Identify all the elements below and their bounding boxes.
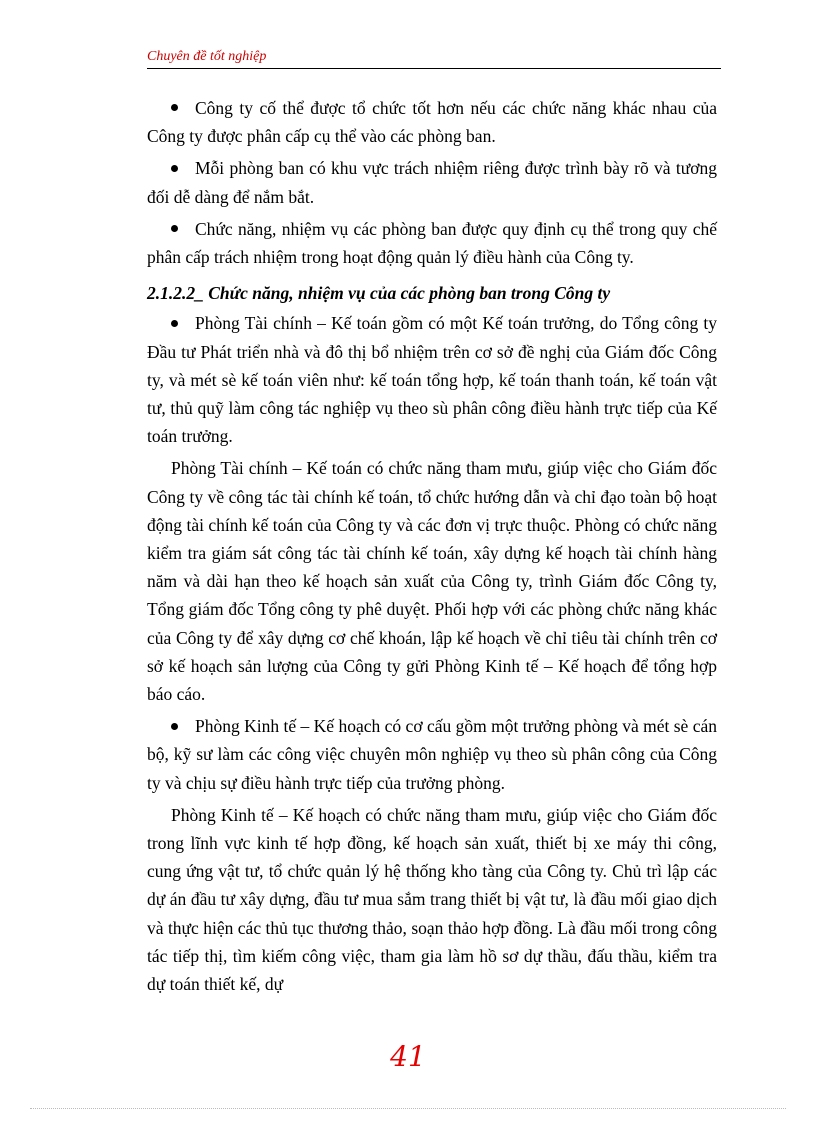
section-heading: 2.1.2.2_ Chức năng, nhiệm vụ của các phòng ban trong Công ty: [147, 283, 611, 304]
page-header-title: Chuyên đề tốt nghiệp: [147, 49, 267, 64]
body-paragraph: Phòng Tài chính – Kế toán có chức năng tham mưu, giúp việc cho Giám đốc Công ty về công tác tài chính kế toán, tổ chức hướng dẫn và chỉ đạo toàn bộ hoạt động tài chính kế toán của Công ty và các đơn vị trực thuộc. Phòng có chức năng kiểm tra giám sát công tác tài chính kế toán, xây dựng kế hoạch tài chính hàng năm và dài hạn theo kế hoạch sản xuất của Công ty, trình Giám đốc Công ty, Tổng giám đốc Tổng công ty phê duyệt. Phối hợp với các phòng chức năng khác của Công ty để xây dựng cơ chế khoán, lập kế hoạch về chỉ tiêu tài chính trên cơ sở kế hoạch sản lượng của Công ty gửi Phòng Kinh tế – Kế hoạch để tổng hợp báo cáo.: [147, 458, 717, 705]
bullet-text: Công ty cố thể được tổ chức tốt hơn nếu các chức năng khác nhau của Công ty được phân cấp cụ thể vào các phòng ban.: [147, 98, 717, 147]
bullet-dot-icon: [171, 320, 178, 327]
header-divider: [147, 68, 721, 69]
bullet-dot-icon: [171, 165, 178, 172]
document-body: [147, 94, 717, 998]
body-paragraph: Phòng Kinh tế – Kế hoạch có chức năng tham mưu, giúp việc cho Giám đốc trong lĩnh vực kinh tế hợp đồng, kế hoạch sản xuất, thiết bị xe máy thi công, cung ứng vật tư, tổ chức quản lý hệ thống kho tàng của Công ty. Chủ trì lập các dự án đầu tư xây dựng, đầu tư mua sắm trang thiết bị vật tư, là đầu mối giao dịch và thực hiện các thủ tục thương thảo, soạn thảo hợp đồng. Là đầu mối trong công tác tiếp thị, tìm kiếm công việc, tham gia làm hồ sơ dự thầu, đấu thầu, kiểm tra dự toán thiết kế, dự: [147, 804, 717, 995]
bullet-text: Mỗi phòng ban có khu vực trách nhiệm riêng được trình bày rõ và tương đối dễ dàng để nắm bắt.: [147, 158, 717, 207]
bullet-item: [147, 94, 717, 150]
bullet-dot-icon: [171, 104, 178, 111]
bullet-item: [147, 154, 717, 210]
bullet-text: Phòng Kinh tế – Kế hoạch có cơ cấu gồm một trưởng phòng và mét sè cán bộ, kỹ sư làm các công việc chuyên môn nghiệp vụ theo sù phân công của Công ty và chịu sự điều hành trực tiếp của trưởng phòng.: [147, 716, 717, 793]
bullet-text: Chức năng, nhiệm vụ các phòng ban được quy định cụ thể trong quy chế phân cấp trách nhiệm trong hoạt động quản lý điều hành của Công ty.: [147, 218, 717, 268]
page-number: 41: [390, 1040, 426, 1073]
footer-divider: [30, 1108, 786, 1109]
bullet-text: Phòng Tài chính – Kế toán gồm có một Kế toán trưởng, do Tổng công ty Đầu tư Phát triển nhà và đô thị bổ nhiệm trên cơ sở đề nghị của Giám đốc Công ty, và mét sè kế toán viên như: kế toán tổng hợp, kế toán thanh toán, kế toán vật tư, thủ quỹ làm công tác nghiệp vụ theo sù phân công điều hành trực tiếp của Kế toán trưởng.: [147, 313, 717, 447]
bullet-item: [147, 215, 717, 271]
bullet-item: [147, 309, 717, 450]
bullet-dot-icon: [171, 723, 178, 730]
bullet-dot-icon: [171, 225, 178, 232]
bullet-item: [147, 712, 717, 797]
